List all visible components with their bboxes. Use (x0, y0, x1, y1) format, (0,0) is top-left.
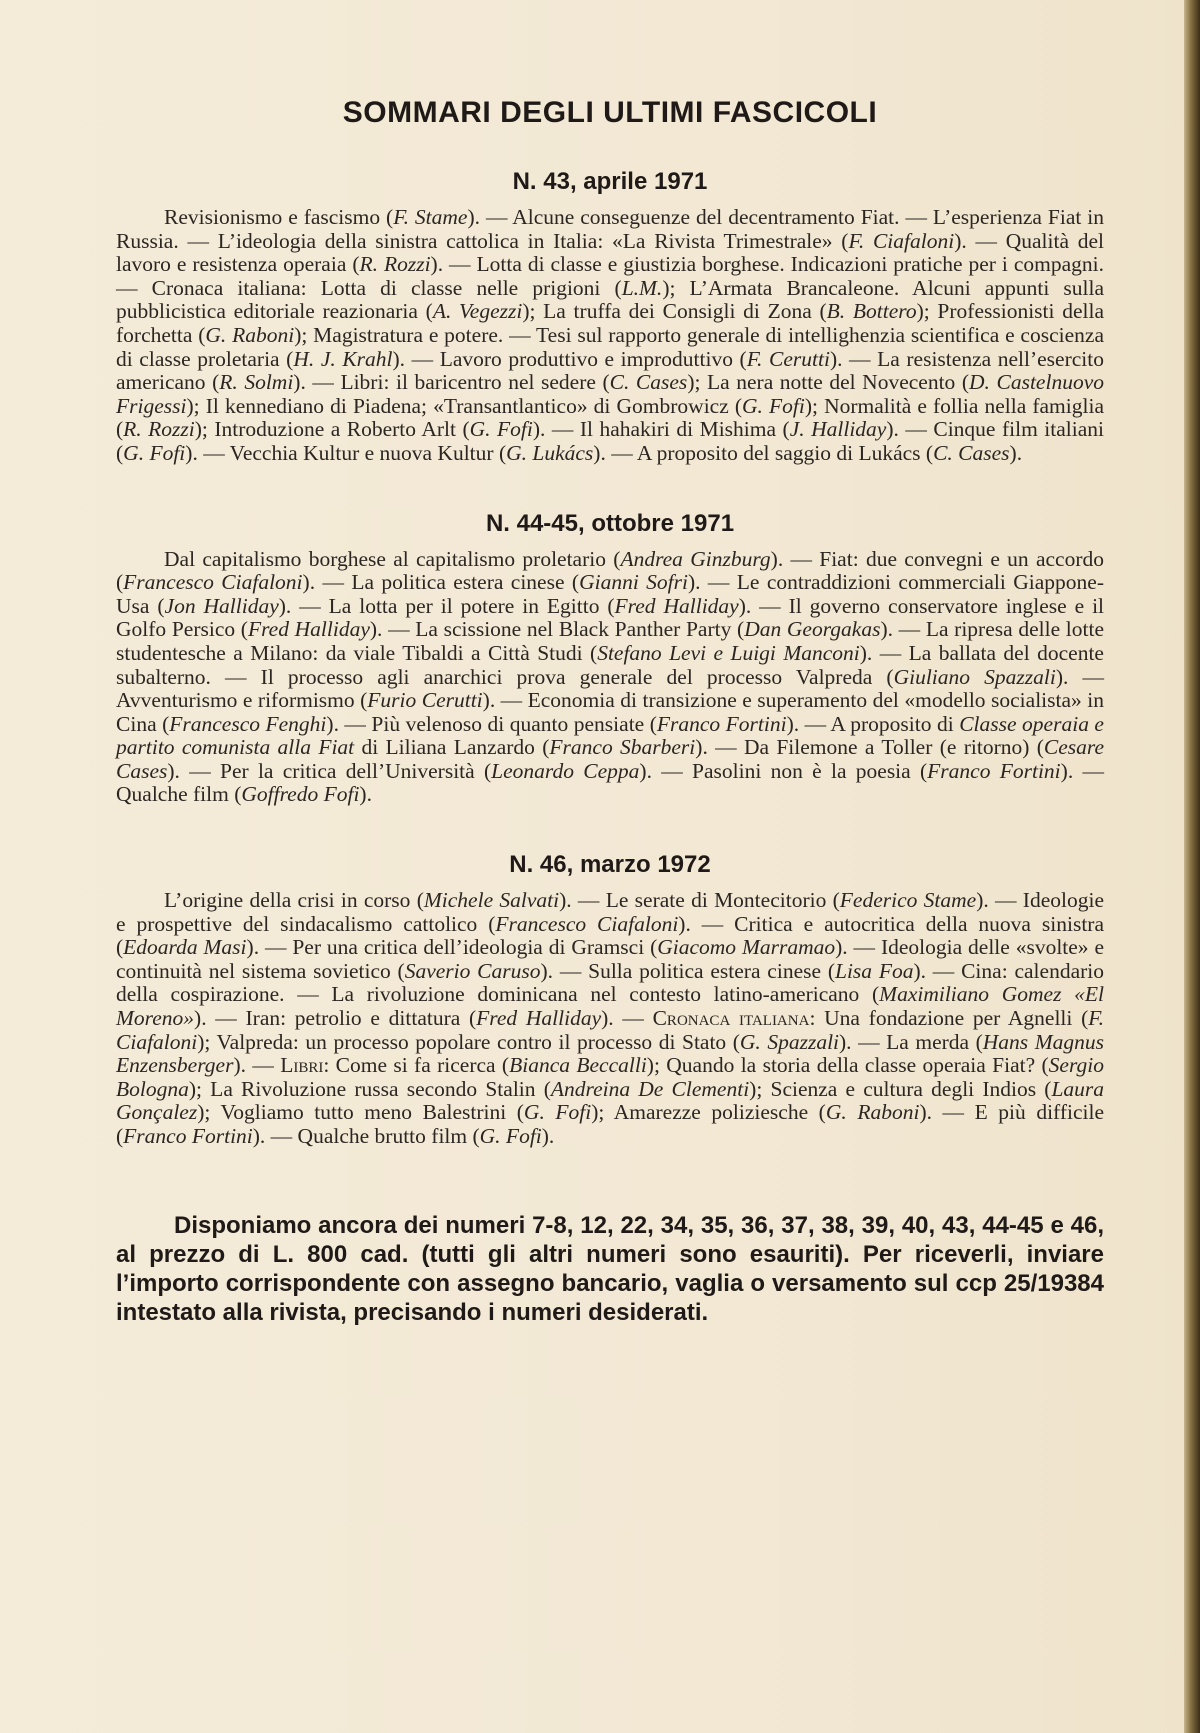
author-name: Francesco Ciafaloni (123, 570, 303, 595)
text-run: ). — Pasolini non è la poesia ( (639, 758, 928, 783)
author-name: C. Cases (933, 440, 1010, 465)
text-run: ). — Per una critica dell’ideologia di Gramsci ( (246, 935, 658, 960)
issue-46 (116, 851, 1104, 1149)
author-name: G. Lukács (506, 440, 594, 465)
text-run: di Liliana Lanzardo ( (354, 735, 550, 760)
text-run: ); Magistratura e potere. — Tesi sul rapporto generale di intellighenzia scientifica e coscienza di classe proletaria ( (116, 322, 1104, 371)
section-label: Cronaca italiana (652, 1006, 810, 1031)
author-name: J. Halliday (789, 417, 887, 442)
text-run: ). — Ideologie e prospettive del sindacalismo cattolico ( (116, 888, 1104, 936)
author-name: Leonardo Ceppa (491, 758, 640, 783)
text-run: ). — Il hahakiri di Mishima ( (532, 417, 790, 442)
author-name: Goffredo Fofi (241, 782, 360, 807)
document-content (116, 96, 1104, 1327)
author-name: Giacomo Marramao (657, 935, 836, 960)
text-run: ). — La merda ( (839, 1029, 983, 1054)
author-name: Saverio Caruso (404, 958, 541, 983)
author-name: G. Raboni (205, 322, 295, 347)
text-run: ); Introduzione a Roberto Arlt ( (194, 417, 470, 442)
text-run: ); La nera notte del Novecento ( (687, 370, 970, 395)
author-name: Cesare Cases (116, 735, 1105, 783)
author-name: Bianca Beccalli (509, 1053, 647, 1078)
author-name: G. Spazzali (739, 1029, 840, 1054)
text-run: ). — La scissione nel Black Panther Party ( (369, 617, 745, 642)
issue-43 (116, 168, 1104, 466)
text-run: ); Vogliamo tutto meno Balestrini ( (197, 1100, 524, 1125)
issue-title: N. 44-45, ottobre 1971 (485, 509, 735, 537)
author-name: Francesco Ciafaloni (495, 911, 679, 936)
author-name: L.M. (621, 275, 663, 300)
author-name: C. Cases (609, 370, 688, 395)
author-name: H. J. Krahl (293, 346, 393, 371)
text-run: ); Normalità e follia nella famiglia ( (116, 393, 1104, 442)
author-name: Fred Halliday (476, 1006, 602, 1031)
author-name: Edoarda Masi (123, 935, 247, 960)
text-run: ). — Le serate di Montecitorio ( (559, 888, 840, 913)
author-name: Franco Sbarberi (549, 735, 696, 760)
text-run: ). — Il governo conservatore inglese e il Golfo Persico ( (116, 593, 1105, 642)
text-run: ). — Lotta di classe e giustizia borghese. Indicazioni pratiche per i compagni. — Cronaca italiana: Lotta di classe nelle prigioni ( (116, 252, 1104, 300)
author-name: Francesco Fenghi (169, 711, 327, 736)
author-name: Classe operaia e partito comunista alla Fiat (116, 711, 1104, 760)
text-run: Revisionismo e fascismo ( (164, 205, 394, 229)
author-name: R. Rozzi (123, 417, 195, 442)
text-run: ). — Cina: calendario della cospirazione. — La rivoluzione dominicana nel contesto latino-americano ( (116, 958, 1104, 1007)
text-run: ). — Libri: il baricentro nel sedere ( (293, 370, 610, 395)
author-name: G. Fofi (742, 393, 805, 418)
text-run: ). — Fiat: due convegni e un accordo ( (116, 546, 1105, 595)
text-run: ). — Qualche film ( (116, 758, 1104, 807)
author-name: G. Fofi (123, 440, 186, 465)
issue-contents (116, 206, 1104, 466)
text-run: ); Valpreda: un processo popolare contro il processo di Stato ( (197, 1029, 740, 1054)
availability-notice: Disponiamo ancora dei numeri 7-8, 12, 22, 34, 35, 36, 37, 38, 39, 40, 43, 44-45 e 46, al prezzo di L. 800 cad. (tutti gli altri numeri sono esauriti). Per riceverli, inviare l’importo corrispondente con assegno bancario, vaglia o versamento sul ccp 25/19384 intestato alla rivista, precisando i numeri desiderati. (116, 1211, 1104, 1326)
author-name: D. Castelnuovo Frigessi (116, 370, 1104, 418)
issue-contents (116, 548, 1104, 808)
text-run: ). — Per la critica dell’Università ( (167, 758, 492, 783)
issue-44-45 (116, 510, 1104, 808)
text-run: ). — Sulla politica estera cinese ( (540, 958, 835, 983)
author-name: G. Fofi (523, 1100, 592, 1125)
text-run: ). — La politica estera cinese ( (302, 570, 580, 595)
text-run: ). — A proposito del saggio di Lukács ( (593, 440, 934, 465)
text-run: ). — Lavoro produttivo e improduttivo ( (392, 346, 747, 371)
text-run: ). (1009, 440, 1023, 465)
author-name: G. Fofi (469, 417, 533, 442)
text-run: ); La truffa dei Consigli di Zona ( (522, 299, 827, 324)
author-name: Laura Gonçalez (116, 1076, 1105, 1125)
author-name: Fred Halliday (614, 593, 739, 618)
author-name: Sergio Bologna (116, 1053, 1104, 1101)
author-name: Furio Cerutti (367, 688, 483, 713)
text-run: ). — La ripresa delle lotte studentesche a Milano: da viale Tibaldi a Città Studi ( (116, 617, 1104, 665)
text-run: ). — E più difficile ( (116, 1100, 1104, 1148)
author-name: Lisa Foa (834, 958, 914, 983)
text-run: ); La Rivoluzione russa secondo Stalin ( (188, 1076, 551, 1101)
author-name: Giuliano Spazzali (893, 664, 1056, 689)
text-run: ). — Alcune conseguenze del decentramento Fiat. — L’esperienza Fiat in Russia. — L’ideologia della sinistra cattolica in Italia: «La Rivista Trimestrale» ( (116, 205, 1105, 253)
author-name: R. Solmi (219, 370, 294, 395)
author-name: R. Rozzi (359, 252, 431, 277)
text-run: ). — Ideologia delle «svolte» e continuità nel sistema sovietico ( (116, 935, 1104, 983)
author-name: F. Cerutti (746, 346, 830, 371)
text-run: ); Quando la storia della classe operaia Fiat? ( (646, 1053, 1049, 1078)
text-run: ). — Critica e autocritica della nuova sinistra ( (116, 911, 1104, 960)
text-run: ). (359, 782, 372, 807)
author-name: F. Ciafaloni (116, 1006, 1104, 1054)
text-run: : Una fondazione per Agnelli ( (809, 1006, 1089, 1031)
text-run: ). — A proposito di (786, 711, 960, 736)
author-name: Franco Fortini (656, 711, 787, 736)
author-name: Andreina De Clementi (550, 1076, 750, 1101)
page-title: SOMMARI DEGLI ULTIMI FASCICOLI (342, 96, 878, 129)
text-run: ). — La ballata del docente subalterno. — Il processo agli anarchici prova generale del processo Valpreda ( (116, 640, 1104, 689)
text-run: ). — Iran: petrolio e dittatura ( (194, 1006, 477, 1031)
text-run: ). — Le contraddizioni commerciali Giappone-Usa ( (116, 570, 1104, 618)
author-name: G. Fofi (479, 1124, 542, 1148)
author-name: Stefano Levi e Luigi Manconi (597, 640, 860, 665)
text-run: L’origine della crisi in corso ( (164, 888, 424, 913)
author-name: Andrea Ginzburg (620, 546, 771, 571)
text-run: ). — Cinque film italiani ( (116, 417, 1104, 465)
text-run: ). — La lotta per il potere in Egitto ( (278, 593, 615, 618)
author-name: Hans Magnus Enzensberger (116, 1029, 1104, 1078)
section-label: Libri (280, 1053, 324, 1078)
text-run: : Come si fa ricerca ( (323, 1053, 510, 1078)
author-name: Federico Stame (839, 888, 977, 913)
text-run: ). — Più velenoso di quanto pensiate ( (326, 711, 657, 736)
text-run: ). — Da Filemone a Toller (e ritorno) ( (695, 735, 1044, 760)
author-name: Maximiliano Gomez «El Moreno» (116, 982, 1104, 1031)
author-name: Dan Georgakas (744, 617, 881, 642)
issue-title: N. 43, aprile 1971 (512, 168, 708, 195)
text-run: ); L’Armata Brancaleone. Alcuni appunti sulla pubblicistica editoriale reazionaria ( (116, 275, 1104, 324)
text-run: ). — Qualche brutto film ( (252, 1124, 480, 1148)
text-run: ). (541, 1124, 555, 1148)
author-name: Fred Halliday (247, 617, 370, 642)
page-edge-shadow (1184, 0, 1200, 1733)
author-name: Jon Halliday (164, 593, 279, 618)
issue-contents (116, 889, 1104, 1149)
text-run: ). — (601, 1006, 653, 1031)
author-name: G. Raboni (825, 1100, 920, 1125)
author-name: Gianni Sofri (579, 570, 688, 595)
author-name: F. Ciafaloni (848, 228, 955, 253)
author-name: F. Stame (393, 205, 468, 229)
text-run: ); Professionisti della forchetta ( (116, 299, 1104, 347)
text-run: ); Il kennediano di Piadena; «Transantlantico» di Gombrowicz ( (186, 393, 743, 418)
text-run: ); Amarezze poliziesche ( (591, 1100, 826, 1125)
text-run: ). — Avventurismo e riformismo ( (116, 664, 1104, 713)
author-name: Franco Fortini (927, 758, 1061, 783)
author-name: A. Vegezzi (432, 299, 523, 324)
text-run: ). — Qualità del lavoro e resistenza operaia ( (116, 228, 1104, 277)
text-run: ). — Economia di transizione e superamento del «modello socialista» in Cina ( (116, 688, 1104, 736)
author-name: B. Bottero (826, 299, 917, 324)
text-run: ); Scienza e cultura degli Indios ( (749, 1076, 1052, 1101)
author-name: Franco Fortini (123, 1124, 253, 1148)
text-run: Dal capitalismo borghese al capitalismo proletario ( (164, 546, 621, 571)
author-name: Michele Salvati (423, 888, 560, 913)
text-run: ). — La resistenza nell’esercito americano ( (116, 346, 1104, 395)
text-run: ). — Vecchia Kultur e nuova Kultur ( (185, 440, 507, 465)
issue-title: N. 46, marzo 1972 (509, 851, 711, 879)
text-run: ). — (233, 1053, 281, 1078)
